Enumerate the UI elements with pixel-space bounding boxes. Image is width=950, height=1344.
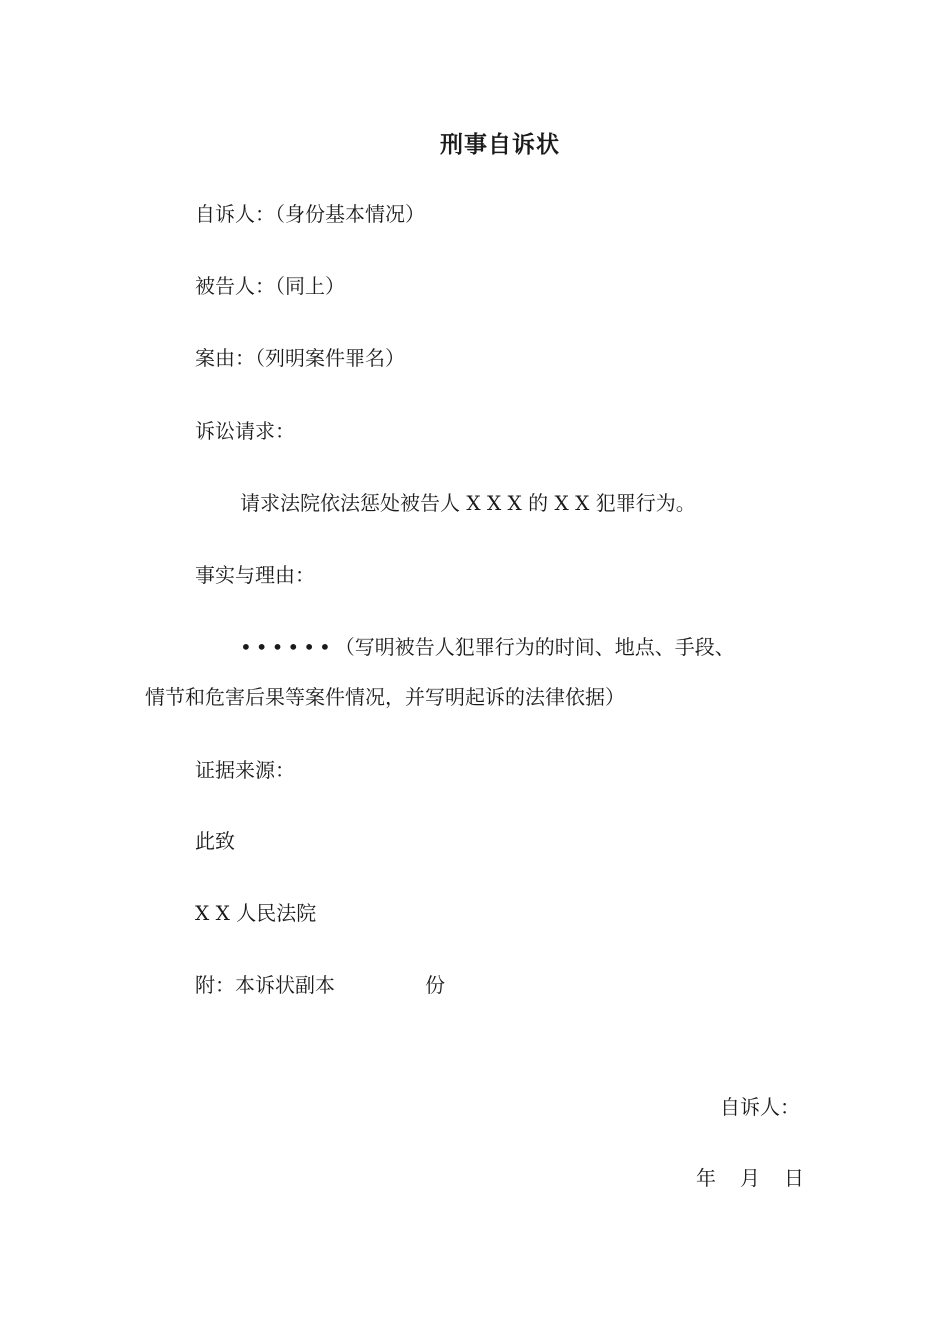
claims-heading: 诉讼请求：	[195, 419, 295, 443]
document-title: 刑事自诉状	[440, 132, 560, 158]
attachment-line	[195, 971, 445, 999]
signature-label: 自诉人：	[720, 1095, 800, 1119]
court-name: X X 人民法院	[195, 901, 317, 925]
facts-heading: 事实与理由：	[195, 563, 315, 587]
facts-paragraph-line-1	[240, 633, 735, 661]
claims-text: 请求法院依法惩处被告人 X X X 的 X X 犯罪行为。	[240, 491, 696, 515]
date-line	[696, 1164, 804, 1192]
salutation: 此致	[195, 829, 235, 853]
cause-line: 案由：（列明案件罪名）	[195, 346, 405, 370]
attachment-unit: 份	[425, 973, 445, 997]
defendant-line: 被告人：（同上）	[195, 274, 345, 298]
date-year: 年	[696, 1166, 716, 1190]
attachment-label: 附：本诉状副本	[195, 973, 335, 997]
facts-paragraph-line-2: 情节和危害后果等案件情况，并写明起诉的法律依据）	[145, 685, 625, 709]
date-month: 月	[740, 1166, 760, 1190]
evidence-heading: 证据来源：	[195, 758, 295, 782]
facts-text-1: （写明被告人犯罪行为的时间、地点、手段、	[334, 635, 735, 659]
plaintiff-line: 自诉人：（身份基本情况）	[195, 202, 425, 226]
facts-dots: ••••••	[240, 635, 335, 659]
date-day: 日	[784, 1166, 804, 1190]
